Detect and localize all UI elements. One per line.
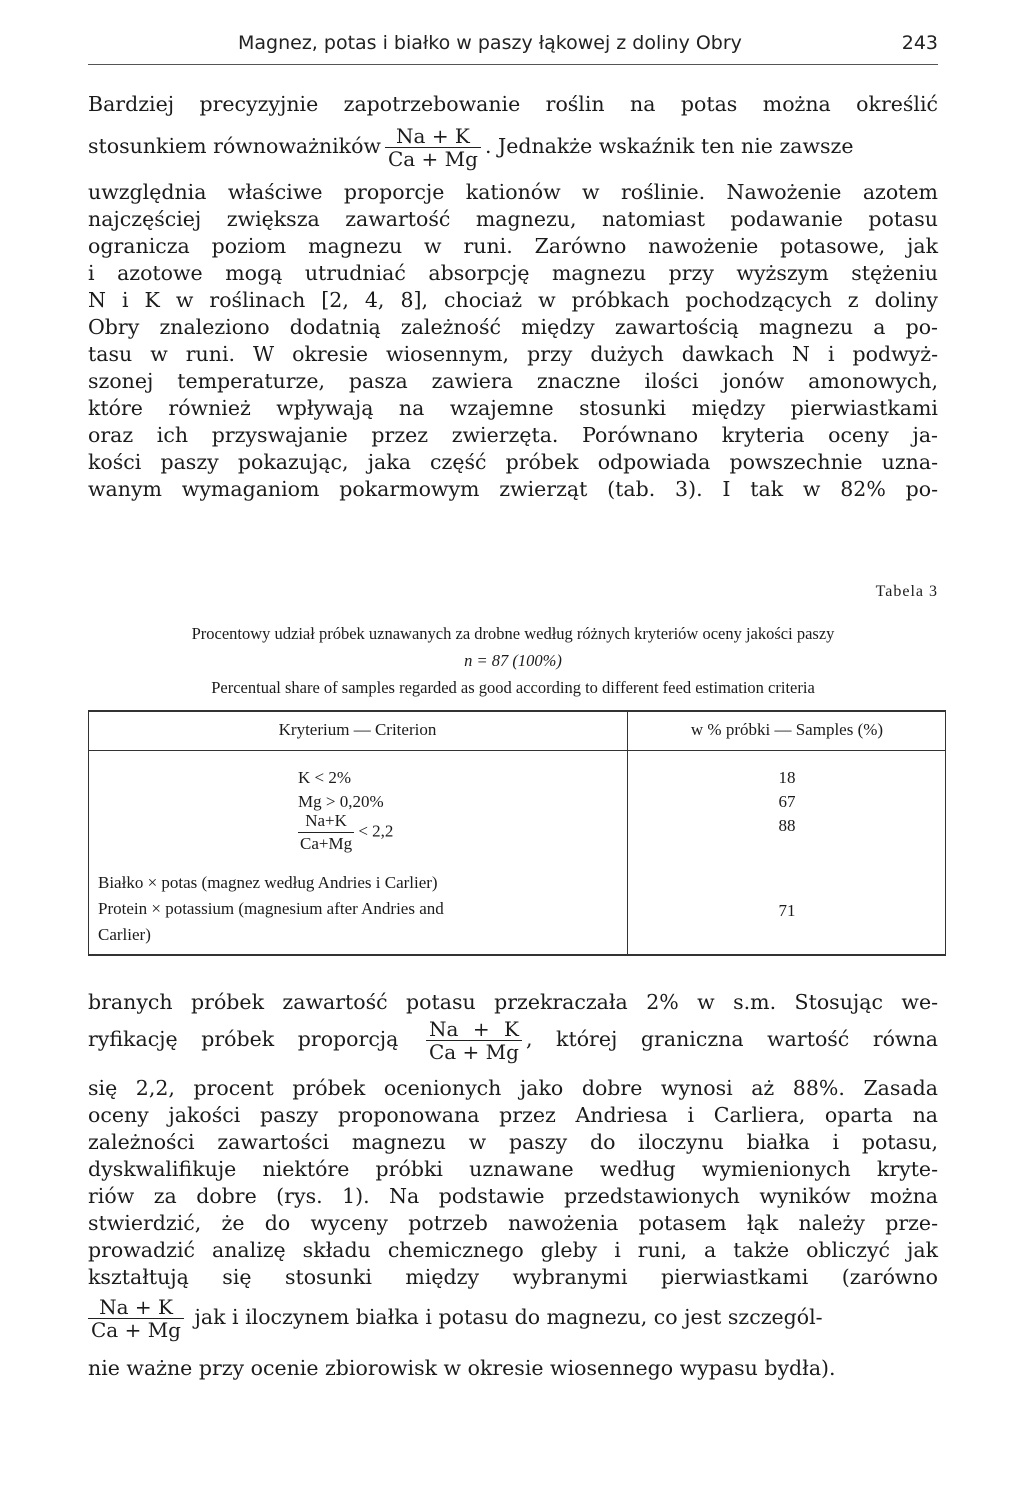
text-line: N i K w roślinach [2, 4, 8], chociaż w próbkach pochodzących z doliny [88, 288, 938, 312]
text-line: stwierdzić, że do wyceny potrzeb nawożenia potasem łąk należy prze- [88, 1211, 938, 1235]
text-line: uwzględnia właściwe proporcje kationów w roślinie. Nawożenie azotem [88, 180, 938, 204]
fraction-suffix: < 2,2 [358, 821, 394, 841]
table-cell-value: 71 [778, 901, 796, 920]
text-line: kształtują się stosunki między wybranymi pierwiastkami (zarówno [88, 1265, 938, 1289]
text-line: branych próbek zawartość potasu przekraczała 2% w s.m. Stosując we- [88, 990, 938, 1014]
table-caption-pl: Procentowy udział próbek uznawanych za drobne według różnych kryteriów oceny jakości paszy [191, 624, 835, 643]
fraction-denominator: Ca + Mg [428, 1040, 519, 1064]
text-line-with-fraction [88, 125, 938, 181]
text-line: prowadzić analizę składu chemicznego gleby i runi, a także obliczyć jak [88, 1238, 938, 1262]
fraction-denominator: Ca + Mg [387, 147, 478, 171]
na-k-ca-mg-fraction [385, 125, 481, 170]
na-k-ca-mg-fraction [298, 810, 354, 855]
text-fragment: jak i iloczynem białka i potasu do magnezu, co jest szczegól- [194, 1305, 823, 1329]
table-cell-criterion: Protein × potassium (magnesium after Andries and [98, 899, 444, 918]
running-header [88, 30, 938, 64]
table-cell-criterion: Carlier) [98, 925, 151, 944]
page-number: 243 [901, 32, 938, 54]
text-line-with-fraction [88, 1018, 938, 1074]
text-line: które również wpływają na wzajemne stosunki między pierwiastkami [88, 396, 938, 420]
fraction-numerator: Na + K [385, 125, 481, 148]
table-cell-criterion: K < 2% [298, 768, 352, 787]
text-fragment: ryfikację próbek proporcją [88, 1027, 399, 1051]
text-line: najczęściej zwiększa zawartość magnezu, natomiast podawanie potasu [88, 207, 938, 231]
text-line: tasu w runi. W okresie wiosennym, przy dużych dawkach N i podwyż- [88, 342, 938, 366]
fraction-denominator: Ca + Mg [91, 1318, 181, 1342]
criteria-table [88, 710, 946, 958]
table-cell-value: 88 [778, 816, 796, 835]
text-line: dyskwalifikuje niektóre próbki uznawane według wymienionych kryte- [88, 1157, 938, 1181]
text-fragment: . Jednakże wskaźnik ten nie zawsze [484, 134, 854, 158]
table-top-rule [88, 710, 946, 712]
text-line: kości paszy pokazując, jaka część próbek odpowiada powszechnie uzna- [88, 450, 938, 474]
text-fragment: , której graniczna wartość równa [525, 1027, 938, 1051]
table-cell-criterion-fraction [298, 810, 393, 855]
text-line-with-fraction [88, 1296, 938, 1352]
fraction-numerator: Na + K [426, 1018, 522, 1041]
na-k-ca-mg-fraction [88, 1296, 184, 1341]
table-cell-value: 67 [778, 792, 796, 811]
text-line: riów za dobre (rys. 1). Na podstawie przedstawionych wyników można [88, 1184, 938, 1208]
text-line: nie ważne przy ocenie zbiorowisk w okresie wiosennego wypasu bydła). [88, 1356, 836, 1380]
table-label: Tabela 3 [875, 583, 938, 600]
column-header-criterion: Kryterium — Criterion [278, 720, 437, 739]
text-line: Obry znaleziono dodatnią zależność między zawartością magnezu a po- [88, 315, 938, 339]
text-line: szonej temperaturze, pasza zawiera znaczne ilości jonów amonowych, [88, 369, 938, 393]
text-line: się 2,2, procent próbek ocenionych jako dobre wynosi aż 88%. Zasada [88, 1076, 938, 1100]
table-header-rule [88, 750, 946, 751]
table-caption-en: Percentual share of samples regarded as good according to different feed estimation criteria [211, 678, 815, 697]
fraction-numerator: Na+K [298, 810, 354, 833]
text-line: oceny jakości paszy proponowana przez Andriesa i Carliera, oparta na [88, 1103, 938, 1127]
fraction-numerator: Na + K [88, 1296, 184, 1319]
text-line: zależności zawartości magnezu w paszy do iloczynu białka i potasu, [88, 1130, 938, 1154]
table-cell-value: 18 [778, 768, 796, 787]
header-rule [88, 64, 938, 65]
column-header-samples: w % próbki — Samples (%) [690, 720, 884, 739]
text-line: ogranicza poziom magnezu w runi. Zarówno nawożenie potasowe, jak [88, 234, 938, 258]
text-line: i azotowe mogą utrudniać absorpcję magnezu przy wyższym stężeniu [88, 261, 938, 285]
text-line: wanym wymaganiom pokarmowym zwierząt (tab. 3). I tak w 82% po- [88, 477, 938, 501]
text-fragment: stosunkiem równoważników [88, 134, 381, 158]
table-left-border [88, 710, 89, 955]
running-title: Magnez, potas i białko w paszy łąkowej z doliny Obry [238, 32, 742, 54]
table-cell-criterion: Mg > 0,20% [298, 792, 384, 811]
table-caption-n: n = 87 (100%) [464, 651, 562, 670]
table-bottom-rule [88, 954, 946, 956]
fraction-denominator: Ca+Mg [300, 834, 353, 853]
na-k-ca-mg-fraction [426, 1018, 522, 1063]
text-line: oraz ich przyswajanie przez zwierzęta. Porównano kryteria oceny ja- [88, 423, 938, 447]
table-cell-criterion: Białko × potas (magnez według Andries i Carlier) [98, 873, 438, 892]
text-line: Bardziej precyzyjnie zapotrzebowanie roślin na potas można określić [88, 92, 938, 116]
